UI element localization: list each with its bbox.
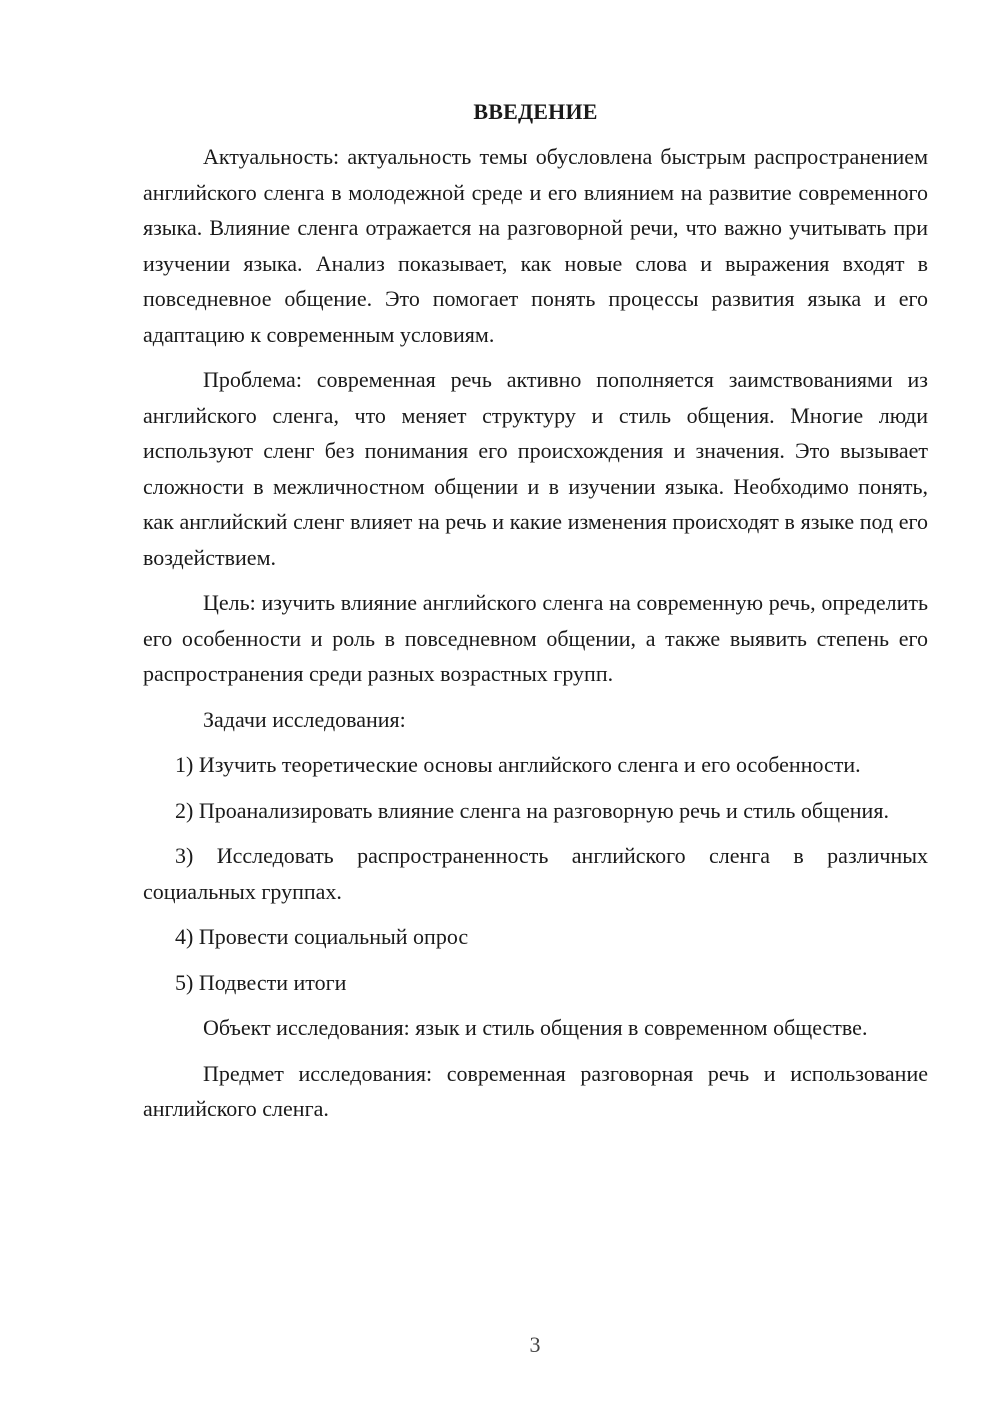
task-item: 4) Провести социальный опрос (175, 924, 469, 949)
task-item: 1) Изучить теоретические основы английского сленга и его особенности. (175, 752, 861, 777)
page-number: 3 (529, 1332, 541, 1357)
paragraph-relevance: Актуальность: актуальность темы обусловлена быстрым распространением английского сленга в молодежной среде и его влиянием на развитие современного языка. Влияние сленга отражается на разговорной речи, что важно учитывать при изучении языка. Анализ показывает, как новые слова и выражения входят в повседневное общение. Это помогает понять процессы развития языка и его адаптацию к современным условиям. (143, 144, 928, 347)
task-item: 3) Исследовать распространенность английского сленга в различных социальных группах. (143, 843, 928, 904)
task-item: 2) Проанализировать влияние сленга на разговорную речь и стиль общения. (175, 797, 889, 823)
section-title: ВВЕДЕНИЕ (473, 99, 598, 124)
paragraph-object: Объект исследования: язык и стиль общения в современном обществе. (203, 1015, 868, 1040)
paragraph-subject: Предмет исследования: современная разговорная речь и использование английского сленга. (143, 1060, 928, 1121)
task-item: 5) Подвести итоги (175, 969, 347, 995)
paragraph-problem: Проблема: современная речь активно пополняется заимствованиями из английского сленга, что меняет структуру и стиль общения. Многие люди используют сленг без понимания его происхождения и значения. Это вызывает сложности в межличностном общении и в изучении языка. Необходимо понять, как английский сленг влияет на речь и какие изменения происходят в языке под его воздействием. (143, 367, 928, 570)
tasks-heading: Задачи исследования: (203, 706, 406, 732)
page-content (143, 94, 928, 1137)
paragraph-goal: Цель: изучить влияние английского сленга на современную речь, определить его особенности и роль в повседневном общении, а также выявить степень его распространения среди разных возрастных групп. (143, 590, 928, 686)
